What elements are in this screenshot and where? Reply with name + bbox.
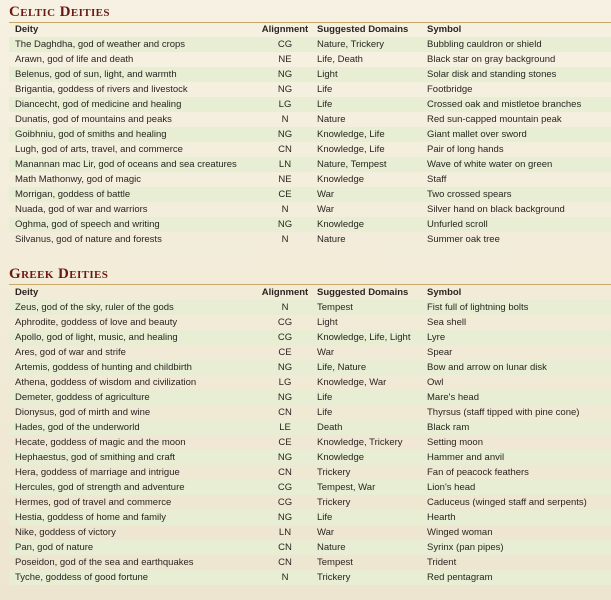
deity-cell: Tyche, goddess of good fortune: [9, 570, 259, 585]
deity-cell: Ares, god of war and strife: [15, 347, 126, 358]
table-row: [9, 435, 611, 450]
symbol-cell: Two crossed spears: [421, 187, 611, 202]
symbol-cell: Black star on gray background: [427, 54, 556, 65]
domains-cell: Nature, Tempest: [311, 157, 421, 172]
greek-deities-table: [9, 286, 611, 585]
table-row: [9, 570, 611, 585]
deity-cell: Apollo, god of light, music, and healing: [9, 330, 259, 345]
greek-title: Greek Deities: [9, 266, 109, 282]
alignment-cell: LG: [259, 97, 311, 112]
celtic-table-body: [9, 37, 611, 247]
symbol-cell: Spear: [427, 347, 453, 358]
table-row: [9, 142, 611, 157]
symbol-cell: Solar disk and standing stones: [421, 67, 611, 82]
domains-cell: Life, Nature: [311, 360, 421, 375]
deity-cell: Hestia, goddess of home and family: [9, 510, 259, 525]
domains-cell: Knowledge, Life: [311, 127, 421, 142]
domains-cell: War: [317, 527, 335, 538]
alignment-cell: CN: [278, 407, 292, 418]
alignment-cell: NG: [259, 127, 311, 142]
alignment-cell: N: [281, 114, 289, 125]
symbol-cell: Owl: [427, 377, 444, 388]
deity-cell: Hercules, god of strength and adventure: [9, 480, 259, 495]
deity-cell: Lugh, god of arts, travel, and commerce: [15, 144, 183, 155]
deity-cell: Dionysus, god of mirth and wine: [15, 407, 151, 418]
table-row: [9, 232, 611, 247]
symbol-cell: Setting moon: [427, 437, 483, 448]
deity-cell: The Daghdha, god of weather and crops: [9, 37, 259, 52]
domains-cell: War: [317, 204, 335, 215]
alignment-cell: CE: [278, 347, 292, 358]
domains-cell: Nature: [317, 114, 346, 125]
header-symbol: Symbol: [427, 287, 462, 298]
table-row: [9, 37, 611, 52]
symbol-cell: Fist full of lightning bolts: [421, 300, 611, 315]
domains-cell: War: [317, 347, 335, 358]
symbol-cell: Syrinx (pan pipes): [421, 540, 611, 555]
domains-cell: War: [311, 187, 421, 202]
table-row: [9, 97, 611, 112]
table-row: [9, 202, 611, 217]
symbol-cell: Red pentagram: [421, 570, 611, 585]
symbol-cell: Unfurled scroll: [421, 217, 611, 232]
deity-cell: Nike, goddess of victory: [15, 527, 116, 538]
domains-cell: Life: [317, 407, 333, 418]
deity-cell: Demeter, goddess of agriculture: [9, 390, 259, 405]
symbol-cell: Winged woman: [427, 527, 493, 538]
symbol-cell: Trident: [427, 557, 457, 568]
table-header-row: [9, 286, 611, 300]
alignment-cell: NE: [278, 174, 292, 185]
alignment-cell: CG: [259, 330, 311, 345]
table-row: [9, 345, 611, 360]
header-deity: Deity: [15, 24, 39, 35]
symbol-cell: Red sun-capped mountain peak: [427, 114, 562, 125]
domains-cell: Knowledge: [311, 217, 421, 232]
domains-cell: Nature: [311, 540, 421, 555]
deity-cell: Brigantia, goddess of rivers and livestock: [15, 84, 188, 95]
domains-cell: Life: [317, 84, 333, 95]
alignment-cell: NG: [259, 360, 311, 375]
table-row: [9, 555, 611, 570]
alignment-cell: NG: [259, 217, 311, 232]
deity-cell: Poseidon, god of the sea and earthquakes: [15, 557, 194, 568]
deity-cell: Math Mathonwy, god of magic: [15, 174, 142, 185]
table-row: [9, 525, 611, 540]
symbol-cell: Lion's head: [421, 480, 611, 495]
deity-cell: Aphrodite, goddess of love and beauty: [15, 317, 178, 328]
domains-cell: Light: [311, 67, 421, 82]
symbol-cell: Hearth: [421, 510, 611, 525]
domains-cell: Knowledge, War: [317, 377, 387, 388]
deity-cell: Diancecht, god of medicine and healing: [9, 97, 259, 112]
domains-cell: Knowledge: [317, 174, 365, 185]
deity-cell: Artemis, goddess of hunting and childbirth: [9, 360, 259, 375]
table-row: [9, 405, 611, 420]
symbol-cell: Crossed oak and mistletoe branches: [421, 97, 611, 112]
table-row: [9, 127, 611, 142]
alignment-cell: NE: [278, 54, 292, 65]
deity-cell: Silvanus, god of nature and forests: [15, 234, 162, 245]
deity-cell: Hephaestus, god of smithing and craft: [9, 450, 259, 465]
table-row: [9, 450, 611, 465]
domains-cell: Life: [311, 510, 421, 525]
table-row: [9, 360, 611, 375]
greek-title-rule: [9, 284, 611, 285]
deity-cell: Athena, goddess of wisdom and civilization: [15, 377, 197, 388]
table-row: [9, 465, 611, 480]
symbol-cell: Lyre: [421, 330, 611, 345]
alignment-cell: N: [259, 570, 311, 585]
deity-cell: Manannan mac Lir, god of oceans and sea creatures: [9, 157, 259, 172]
domains-cell: Knowledge: [311, 450, 421, 465]
symbol-cell: Wave of white water on green: [421, 157, 611, 172]
symbol-cell: Fan of peacock feathers: [427, 467, 529, 478]
alignment-cell: CG: [259, 480, 311, 495]
alignment-cell: CE: [278, 437, 292, 448]
alignment-cell: CE: [259, 187, 311, 202]
deity-cell: Belenus, god of sun, light, and warmth: [9, 67, 259, 82]
alignment-cell: CN: [278, 144, 292, 155]
table-row: [9, 300, 611, 315]
deity-cell: Nuada, god of war and warriors: [15, 204, 148, 215]
domains-cell: Life, Death: [317, 54, 363, 65]
table-row: [9, 112, 611, 127]
table-row: [9, 390, 611, 405]
table-row: [9, 420, 611, 435]
symbol-cell: Mare's head: [421, 390, 611, 405]
table-row: [9, 375, 611, 390]
alignment-cell: CG: [277, 497, 293, 508]
deity-cell: Hera, goddess of marriage and intrigue: [15, 467, 180, 478]
domains-cell: Nature: [317, 234, 346, 245]
alignment-cell: NG: [259, 390, 311, 405]
deity-cell: Hades, god of the underworld: [9, 420, 259, 435]
alignment-cell: LE: [259, 420, 311, 435]
deity-cell: Dunatis, god of mountains and peaks: [15, 114, 172, 125]
alignment-cell: CG: [277, 317, 293, 328]
alignment-cell: NG: [259, 67, 311, 82]
domains-cell: Life: [311, 97, 421, 112]
alignment-cell: LG: [278, 377, 292, 388]
deity-cell: Oghma, god of speech and writing: [9, 217, 259, 232]
alignment-cell: NG: [259, 450, 311, 465]
deity-cell: Pan, god of nature: [9, 540, 259, 555]
deity-cell: Goibhniu, god of smiths and healing: [9, 127, 259, 142]
deity-cell: Arawn, god of life and death: [15, 54, 134, 65]
celtic-deities-table: [9, 23, 611, 247]
domains-cell: Tempest: [317, 557, 353, 568]
deity-cell: Zeus, god of the sky, ruler of the gods: [9, 300, 259, 315]
symbol-cell: Thyrsus (staff tipped with pine cone): [427, 407, 580, 418]
symbol-cell: Pair of long hands: [427, 144, 504, 155]
symbol-cell: Staff: [427, 174, 447, 185]
alignment-cell: CN: [278, 557, 292, 568]
table-row: [9, 82, 611, 97]
alignment-cell: LN: [278, 527, 292, 538]
domains-cell: Trickery: [317, 467, 351, 478]
table-row: [9, 480, 611, 495]
domains-cell: Knowledge, Trickery: [317, 437, 403, 448]
header-domains: Suggested Domains: [317, 24, 409, 35]
domains-cell: Knowledge, Life, Light: [311, 330, 421, 345]
domains-cell: Knowledge, Life: [317, 144, 385, 155]
domains-cell: Light: [317, 317, 338, 328]
header-deity: Deity: [15, 287, 39, 298]
symbol-cell: Summer oak tree: [427, 234, 500, 245]
symbol-cell: Bubbling cauldron or shield: [421, 37, 611, 52]
symbol-cell: Hammer and anvil: [421, 450, 611, 465]
table-row: [9, 67, 611, 82]
alignment-cell: NG: [277, 84, 293, 95]
deity-cell: Morrigan, goddess of battle: [9, 187, 259, 202]
table-row: [9, 187, 611, 202]
alignment-cell: CN: [259, 540, 311, 555]
alignment-cell: CG: [259, 37, 311, 52]
header-domains: Suggested Domains: [317, 287, 409, 298]
symbol-cell: Black ram: [421, 420, 611, 435]
table-row: [9, 495, 611, 510]
domains-cell: Trickery: [317, 497, 351, 508]
header-alignment: Alignment: [261, 287, 309, 298]
alignment-cell: N: [281, 204, 289, 215]
symbol-cell: Giant mallet over sword: [421, 127, 611, 142]
domains-cell: Nature, Trickery: [311, 37, 421, 52]
celtic-title: Celtic Deities: [9, 4, 110, 20]
table-row: [9, 172, 611, 187]
table-row: [9, 540, 611, 555]
domains-cell: Trickery: [311, 570, 421, 585]
table-row: [9, 315, 611, 330]
alignment-cell: N: [281, 234, 289, 245]
deity-cell: Hermes, god of travel and commerce: [15, 497, 172, 508]
table-row: [9, 510, 611, 525]
header-alignment: Alignment: [261, 24, 309, 35]
domains-cell: Tempest, War: [311, 480, 421, 495]
table-header-row: [9, 23, 611, 37]
alignment-cell: LN: [259, 157, 311, 172]
table-row: [9, 217, 611, 232]
deity-cell: Hecate, goddess of magic and the moon: [15, 437, 186, 448]
symbol-cell: Bow and arrow on lunar disk: [421, 360, 611, 375]
alignment-cell: CN: [278, 467, 292, 478]
table-row: [9, 52, 611, 67]
symbol-cell: Silver hand on black background: [427, 204, 565, 215]
symbol-cell: Footbridge: [427, 84, 473, 95]
greek-table-body: [9, 300, 611, 585]
alignment-cell: NG: [259, 510, 311, 525]
table-row: [9, 330, 611, 345]
domains-cell: Life: [311, 390, 421, 405]
domains-cell: Tempest: [311, 300, 421, 315]
header-symbol: Symbol: [427, 24, 462, 35]
domains-cell: Death: [311, 420, 421, 435]
symbol-cell: Sea shell: [427, 317, 467, 328]
symbol-cell: Caduceus (winged staff and serpents): [427, 497, 587, 508]
alignment-cell: N: [259, 300, 311, 315]
table-row: [9, 157, 611, 172]
